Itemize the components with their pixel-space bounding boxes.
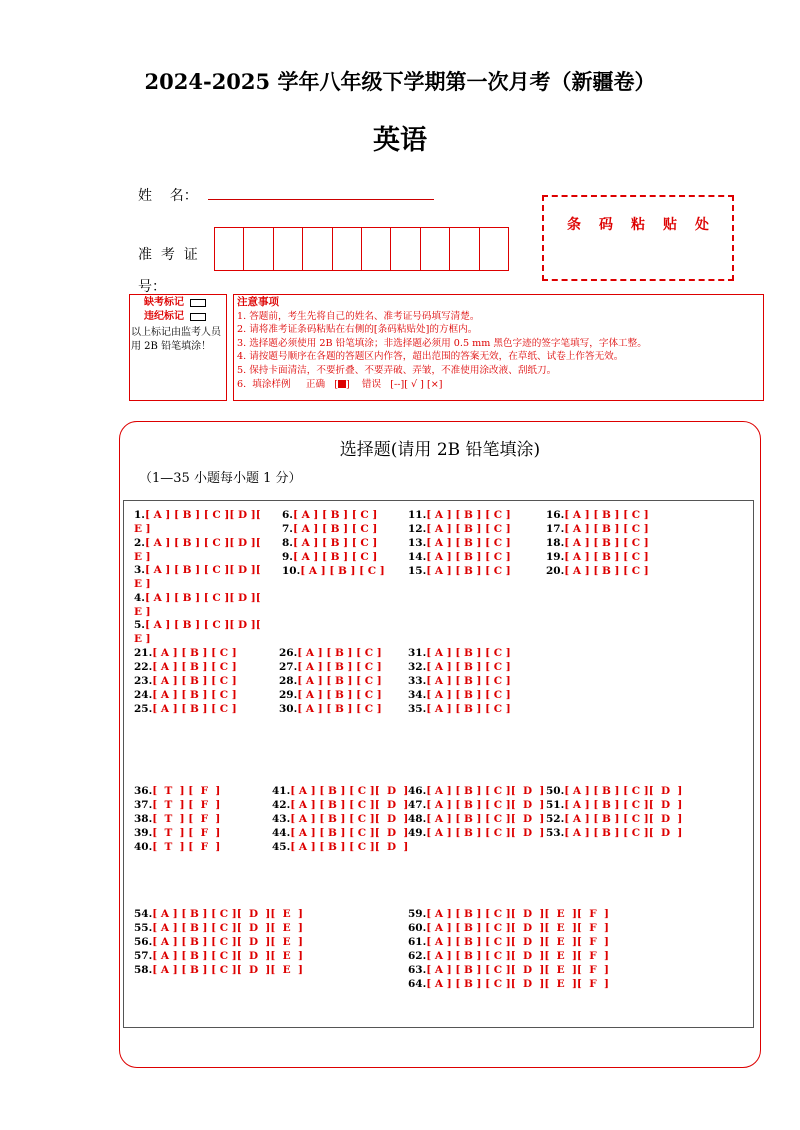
answer-options[interactable]: [ A ] [ B ] [ C ] <box>564 537 649 549</box>
question-number: 51. <box>546 799 565 811</box>
question-57-row[interactable] <box>134 949 303 963</box>
question-number: 6. <box>282 509 293 521</box>
answer-options[interactable]: [ T ] [ F ] <box>152 785 221 797</box>
question-number: 60. <box>408 922 427 934</box>
question-number: 43. <box>272 813 291 825</box>
question-29-row[interactable] <box>279 688 382 702</box>
absent-mark-label: 缺考标记 <box>144 297 184 308</box>
answer-options[interactable]: [ A ] [ B ] [ C ] <box>297 675 382 687</box>
question-44-row[interactable] <box>272 826 408 840</box>
question-number: 38. <box>134 813 153 825</box>
question-number: 10. <box>282 565 301 577</box>
question-38-row[interactable] <box>134 812 220 826</box>
answer-options[interactable]: [ A ] [ B ] [ C ][ D ][ E ][ F ] <box>426 964 609 976</box>
question-number: 37. <box>134 799 153 811</box>
answer-options[interactable]: [ A ] [ B ] [ C ][ D ] <box>290 841 409 853</box>
question-3-row[interactable] <box>134 563 269 591</box>
question-31-row[interactable] <box>408 646 511 660</box>
question-number: 3. <box>134 564 145 576</box>
question-number: 56. <box>134 936 153 948</box>
answer-options[interactable]: [ A ] [ B ] [ C ][ D ][ E ] <box>152 950 303 962</box>
answer-options[interactable]: [ A ] [ B ] [ C ][ D ][ E ] <box>134 619 261 645</box>
question-9-row[interactable] <box>282 550 377 564</box>
question-number: 57. <box>134 950 153 962</box>
question-39-row[interactable] <box>134 826 220 840</box>
answer-options[interactable]: [ A ] [ B ] [ C ][ D ][ E ][ F ] <box>426 922 609 934</box>
question-8-row[interactable] <box>282 536 377 550</box>
question-32-row[interactable] <box>408 660 511 674</box>
answer-options[interactable]: [ A ] [ B ] [ C ] <box>564 509 649 521</box>
question-20-row[interactable] <box>546 564 649 578</box>
question-21-row[interactable] <box>134 646 237 660</box>
answer-options[interactable]: [ A ] [ B ] [ C ][ D ][ E ] <box>134 591 261 618</box>
question-number: 39. <box>134 827 153 839</box>
question-28-row[interactable] <box>279 674 382 688</box>
question-number: 35. <box>408 703 427 715</box>
question-4-row[interactable] <box>134 591 269 619</box>
answer-options[interactable]: [ A ] [ B ] [ C ][ D ][ E ] <box>152 964 303 976</box>
answer-options[interactable]: [ A ] [ B ] [ C ][ D ] <box>426 799 545 811</box>
question-number: 18. <box>546 537 565 549</box>
question-number: 32. <box>408 661 427 673</box>
question-number: 2. <box>134 536 145 549</box>
question-12-row[interactable] <box>408 522 511 536</box>
answer-options[interactable]: [ A ] [ B ] [ C ] <box>426 551 511 563</box>
question-43-row[interactable] <box>272 812 408 826</box>
answer-options[interactable]: [ A ] [ B ] [ C ] <box>292 537 378 549</box>
question-33-row[interactable] <box>408 674 511 688</box>
answer-options[interactable]: [ A ] [ B ] [ C ] <box>426 565 511 577</box>
question-number: 19. <box>546 551 565 563</box>
question-number: 8. <box>282 537 293 549</box>
answer-options[interactable]: [ A ] [ B ] [ C ] <box>564 523 649 535</box>
answer-options[interactable]: [ A ] [ B ] [ C ][ D ] <box>426 785 545 797</box>
question-19-row[interactable] <box>546 550 649 564</box>
question-49-row[interactable] <box>408 826 544 840</box>
question-6-row[interactable] <box>282 508 377 522</box>
question-number: 7. <box>282 523 293 535</box>
question-number: 55. <box>134 922 153 934</box>
question-10-row[interactable] <box>282 564 385 578</box>
id-digit-box[interactable] <box>214 227 243 271</box>
question-54-row[interactable] <box>134 907 303 921</box>
id-digit-box[interactable] <box>449 227 478 271</box>
name-field[interactable] <box>208 199 434 200</box>
id-digit-box[interactable] <box>302 227 331 271</box>
question-61-row[interactable] <box>408 935 609 949</box>
answer-options[interactable]: [ A ] [ B ] [ C ] <box>426 661 511 673</box>
question-number: 44. <box>272 827 291 839</box>
question-number: 31. <box>408 647 427 659</box>
notice-item: 2. 请将准考证条码粘贴在右侧的[条码粘贴处]的方框内。 <box>237 324 478 336</box>
question-number: 15. <box>408 565 427 577</box>
answer-options[interactable]: [ A ] [ B ] [ C ] <box>297 689 382 701</box>
question-number: 64. <box>408 978 427 990</box>
answer-options[interactable]: [ A ] [ B ] [ C ] <box>564 565 649 577</box>
answer-options[interactable]: [ A ] [ B ] [ C ][ D ] <box>564 799 683 811</box>
question-number: 21. <box>134 647 153 659</box>
question-number: 12. <box>408 523 427 535</box>
question-number: 54. <box>134 908 153 920</box>
notice-heading: 注意事项 <box>237 296 279 308</box>
answer-options[interactable]: [ A ] [ B ] [ C ] <box>297 661 382 673</box>
notice-item: 5. 保持卡面清洁，不要折叠、不要弄破、弄皱，不准使用涂改液、刮纸刀。 <box>237 364 557 376</box>
id-digit-box[interactable] <box>361 227 390 271</box>
answer-options[interactable]: [ A ] [ B ] [ C ][ D ] <box>426 827 545 839</box>
question-number: 34. <box>408 689 427 701</box>
answer-options[interactable]: [ A ] [ B ] [ C ][ D ] <box>290 785 409 797</box>
question-13-row[interactable] <box>408 536 511 550</box>
question-number: 33. <box>408 675 427 687</box>
answer-options[interactable]: [ A ] [ B ] [ C ] <box>292 551 378 563</box>
answer-options[interactable]: [ A ] [ B ] [ C ] <box>292 523 378 535</box>
id-label: 准 考 证 <box>138 247 198 263</box>
answer-options[interactable]: [ A ] [ B ] [ C ][ D ][ E ] <box>134 509 261 535</box>
question-58-row[interactable] <box>134 963 303 977</box>
answer-options[interactable]: [ A ] [ B ] [ C ][ D ] <box>426 813 545 825</box>
question-number: 42. <box>272 799 291 811</box>
question-number: 52. <box>546 813 565 825</box>
question-number: 41. <box>272 785 291 797</box>
question-number: 20. <box>546 565 565 577</box>
question-53-row[interactable] <box>546 826 682 840</box>
id-digit-box[interactable] <box>332 227 361 271</box>
question-number: 61. <box>408 936 427 948</box>
id-digit-box[interactable] <box>420 227 449 271</box>
answer-options[interactable]: [ A ] [ B ] [ C ] <box>297 647 382 659</box>
answer-options[interactable]: [ T ] [ F ] <box>152 799 221 811</box>
question-number: 28. <box>279 675 298 687</box>
answer-options[interactable]: [ A ] [ B ] [ C ][ D ] <box>290 799 409 811</box>
absent-mark-checkbox[interactable] <box>190 299 206 307</box>
answer-options[interactable]: [ A ] [ B ] [ C ] <box>426 537 511 549</box>
answer-options[interactable]: [ A ] [ B ] [ C ][ D ][ E ][ F ] <box>426 978 609 990</box>
answer-options[interactable]: [ A ] [ B ] [ C ][ D ][ E ] <box>152 908 303 920</box>
question-1-row[interactable] <box>134 508 269 536</box>
question-number: 4. <box>134 591 145 604</box>
question-51-row[interactable] <box>546 798 682 812</box>
question-36-row[interactable] <box>134 784 220 798</box>
question-22-row[interactable] <box>134 660 237 674</box>
question-number: 63. <box>408 964 427 976</box>
answer-options[interactable]: [ A ] [ B ] [ C ][ D ][ E ] <box>134 536 261 563</box>
question-number: 50. <box>546 785 565 797</box>
question-number: 17. <box>546 523 565 535</box>
question-number: 46. <box>408 785 427 797</box>
question-42-row[interactable] <box>272 798 408 812</box>
answer-options[interactable]: [ A ] [ B ] [ C ][ D ][ E ][ F ] <box>426 950 609 962</box>
answer-options[interactable]: [ A ] [ B ] [ C ][ D ] <box>290 813 409 825</box>
question-55-row[interactable] <box>134 921 303 935</box>
question-number: 29. <box>279 689 298 701</box>
barcode-area <box>542 195 734 281</box>
mark-note: 以上标记由监考人员用 2B 铅笔填涂！ <box>131 327 221 352</box>
section-title: 选择题(请用 2B 铅笔填涂) <box>339 440 541 460</box>
answer-options[interactable]: [ A ] [ B ] [ C ] <box>426 689 511 701</box>
section-subtitle: （1—35 小题每小题 1 分） <box>139 471 302 486</box>
question-27-row[interactable] <box>279 660 382 674</box>
mark-box <box>129 294 227 401</box>
answer-options[interactable]: [ A ] [ B ] [ C ] <box>152 703 237 715</box>
question-number: 14. <box>408 551 427 563</box>
answer-options[interactable]: [ A ] [ B ] [ C ][ D ][ E ] <box>152 936 303 948</box>
question-number: 9. <box>282 551 293 563</box>
question-18-row[interactable] <box>546 536 649 550</box>
question-number: 24. <box>134 689 153 701</box>
notice-item-sample: 6. 填涂样例 正确 [ ] 错误 [--][ √ ] [×] <box>237 378 443 390</box>
filled-sample-icon <box>338 380 346 388</box>
question-number: 27. <box>279 661 298 673</box>
notice-box <box>233 294 764 401</box>
question-number: 40. <box>134 841 153 853</box>
question-14-row[interactable] <box>408 550 511 564</box>
answer-options[interactable]: [ A ] [ B ] [ C ] <box>297 703 382 715</box>
id-digit-box[interactable] <box>273 227 302 271</box>
barcode-label: 条码粘贴处 <box>567 217 727 233</box>
question-45-row[interactable] <box>272 840 408 854</box>
question-number: 47. <box>408 799 427 811</box>
answer-options[interactable]: [ A ] [ B ] [ C ] <box>426 523 511 535</box>
question-number: 59. <box>408 908 427 920</box>
question-26-row[interactable] <box>279 646 382 660</box>
question-2-row[interactable] <box>134 536 269 564</box>
question-number: 48. <box>408 813 427 825</box>
answer-options[interactable]: [ A ] [ B ] [ C ] <box>152 661 237 673</box>
question-35-row[interactable] <box>408 702 511 716</box>
exam-title: 2024-2025 学年八年级下学期第一次月考（新疆卷） <box>144 69 656 94</box>
answer-options[interactable]: [ A ] [ B ] [ C ] <box>300 565 385 577</box>
answer-options[interactable]: [ A ] [ B ] [ C ] <box>152 675 237 687</box>
question-17-row[interactable] <box>546 522 649 536</box>
question-number: 11. <box>408 509 427 521</box>
answer-options[interactable]: [ A ] [ B ] [ C ] <box>426 675 511 687</box>
question-25-row[interactable] <box>134 702 237 716</box>
question-15-row[interactable] <box>408 564 511 578</box>
question-7-row[interactable] <box>282 522 377 536</box>
answer-options[interactable]: [ A ] [ B ] [ C ] <box>426 647 511 659</box>
question-number: 30. <box>279 703 298 715</box>
question-60-row[interactable] <box>408 921 609 935</box>
notice-item: 1. 答题前，考生先将自己的姓名、准考证号码填写清楚。 <box>237 310 480 322</box>
violation-mark-checkbox[interactable] <box>190 313 206 321</box>
question-number: 62. <box>408 950 427 962</box>
question-16-row[interactable] <box>546 508 649 522</box>
answer-options[interactable]: [ A ] [ B ] [ C ][ D ][ E ][ F ] <box>426 936 609 948</box>
question-50-row[interactable] <box>546 784 682 798</box>
answer-options[interactable]: [ T ] [ F ] <box>152 813 221 825</box>
question-number: 5. <box>134 619 145 631</box>
question-number: 23. <box>134 675 153 687</box>
question-30-row[interactable] <box>279 702 382 716</box>
question-59-row[interactable] <box>408 907 609 921</box>
question-64-row[interactable] <box>408 977 609 991</box>
answer-options[interactable]: [ A ] [ B ] [ C ][ D ][ E ][ F ] <box>426 908 609 920</box>
question-number: 22. <box>134 661 153 673</box>
question-48-row[interactable] <box>408 812 544 826</box>
answer-options[interactable]: [ T ] [ F ] <box>152 841 221 853</box>
answer-options[interactable]: [ A ] [ B ] [ C ] <box>292 509 378 521</box>
answer-options[interactable]: [ A ] [ B ] [ C ][ D ] <box>564 785 683 797</box>
answer-options[interactable]: [ A ] [ B ] [ C ] <box>426 703 511 715</box>
question-number: 25. <box>134 703 153 715</box>
question-46-row[interactable] <box>408 784 544 798</box>
subject-title: 英语 <box>373 125 427 156</box>
id-digit-box[interactable] <box>479 227 509 271</box>
id-digit-box[interactable] <box>243 227 272 271</box>
question-40-row[interactable] <box>134 840 220 854</box>
question-number: 49. <box>408 827 427 839</box>
question-41-row[interactable] <box>272 784 408 798</box>
notice-item: 4. 请按题号顺序在各题的答题区内作答，超出范围的答案无效，在草纸、试卷上作答无效。 <box>237 351 624 363</box>
answer-options[interactable]: [ A ] [ B ] [ C ][ D ] <box>564 827 683 839</box>
name-label: 姓 名： <box>138 188 198 204</box>
answer-options[interactable]: [ A ] [ B ] [ C ][ D ] <box>290 827 409 839</box>
question-37-row[interactable] <box>134 798 220 812</box>
question-5-row[interactable] <box>134 618 269 646</box>
question-56-row[interactable] <box>134 935 303 949</box>
answer-options[interactable]: [ A ] [ B ] [ C ] <box>152 689 237 701</box>
answer-options[interactable]: [ A ] [ B ] [ C ] <box>426 509 511 521</box>
answer-options[interactable]: [ A ] [ B ] [ C ] <box>152 647 237 659</box>
question-number: 13. <box>408 537 427 549</box>
id-digit-box[interactable] <box>390 227 419 271</box>
question-number: 26. <box>279 647 298 659</box>
id-label-suffix: 号： <box>138 279 166 295</box>
exam-id-boxes[interactable] <box>214 227 509 271</box>
question-47-row[interactable] <box>408 798 544 812</box>
question-24-row[interactable] <box>134 688 237 702</box>
question-number: 53. <box>546 827 565 839</box>
answer-options[interactable]: [ A ] [ B ] [ C ] <box>564 551 649 563</box>
question-number: 1. <box>134 509 145 521</box>
question-52-row[interactable] <box>546 812 682 826</box>
answer-options[interactable]: [ A ] [ B ] [ C ][ D ][ E ] <box>152 922 303 934</box>
question-number: 45. <box>272 841 291 853</box>
question-62-row[interactable] <box>408 949 609 963</box>
question-number: 36. <box>134 785 153 797</box>
question-11-row[interactable] <box>408 508 511 522</box>
violation-mark-label: 违纪标记 <box>144 311 184 322</box>
answer-options[interactable]: [ A ] [ B ] [ C ][ D ][ E ] <box>134 564 261 590</box>
question-34-row[interactable] <box>408 688 511 702</box>
question-number: 16. <box>546 509 565 521</box>
answer-options[interactable]: [ A ] [ B ] [ C ][ D ] <box>564 813 683 825</box>
notice-item: 3. 选择题必须使用 2B 铅笔填涂；非选择题必须用 0.5 mm 黑色字迹的签字笔填写，字体工整。 <box>237 337 647 349</box>
question-23-row[interactable] <box>134 674 237 688</box>
answer-options[interactable]: [ T ] [ F ] <box>152 827 221 839</box>
question-number: 58. <box>134 964 153 976</box>
question-63-row[interactable] <box>408 963 609 977</box>
